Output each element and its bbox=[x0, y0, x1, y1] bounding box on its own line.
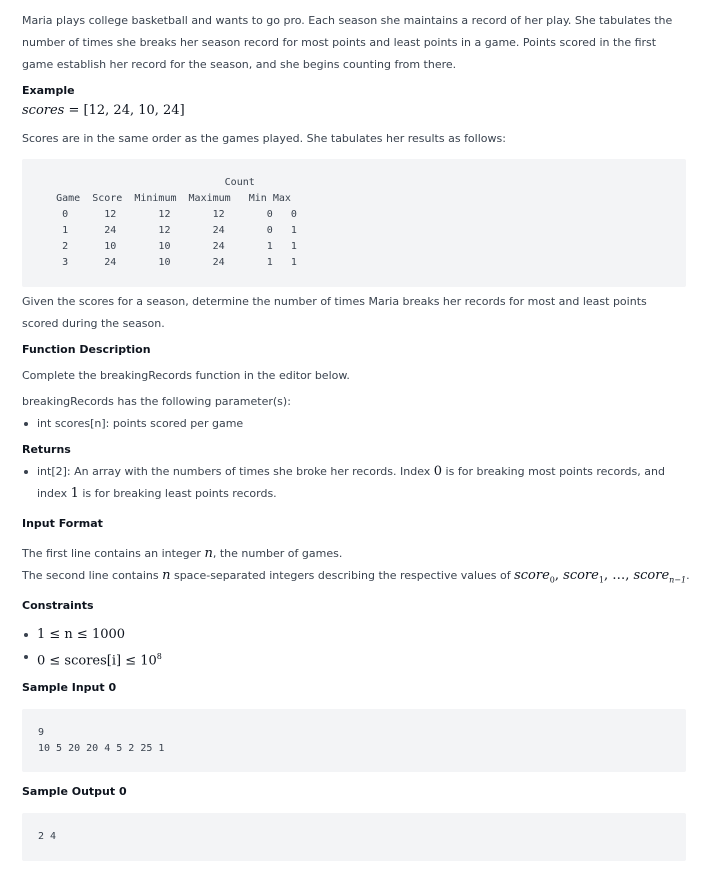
returns-text-a: int[2]: An array with the numbers of times she broke her records. Index bbox=[37, 465, 434, 478]
index-one: 1 bbox=[70, 486, 79, 501]
list-item bbox=[22, 646, 162, 672]
n-variable: n bbox=[162, 568, 171, 583]
separator: , bbox=[625, 568, 634, 583]
equals-sign: = bbox=[68, 103, 80, 118]
separator: , bbox=[554, 568, 564, 583]
table-row: 0 12 12 12 0 0 bbox=[32, 209, 297, 220]
intro-paragraph: Maria plays college basketball and wants to go pro. Each season she maintains a record of her play. She tabulates the number of times she breaks her season record for most points and least points in a game. Points scored in the first game establish her record for the season, and she begins counting from there. bbox=[22, 14, 673, 71]
score-sequence bbox=[514, 568, 686, 583]
results-table-block bbox=[22, 159, 686, 287]
scores-array: [12, 24, 10, 24] bbox=[83, 103, 185, 118]
parameter-list bbox=[22, 413, 243, 435]
exponent: 8 bbox=[156, 652, 162, 661]
returns-text-c: is for breaking least points records. bbox=[78, 487, 277, 500]
scores-variable: scores bbox=[22, 103, 65, 118]
returns-text-b: is for breaking most points records, and index bbox=[37, 465, 665, 500]
constraint-2: 0 ≤ scores[i] ≤ 10 bbox=[37, 653, 157, 669]
subscript: n−1 bbox=[669, 575, 687, 585]
input-line1-a: The first line contains an integer bbox=[22, 547, 205, 560]
separator: , bbox=[603, 568, 613, 583]
table-row: 2 10 10 24 1 1 bbox=[32, 241, 297, 252]
function-description-line1: Complete the breakingRecords function in the editor below. bbox=[22, 369, 350, 382]
returns-list bbox=[22, 461, 686, 505]
input-format-heading: Input Format bbox=[22, 517, 103, 530]
n-variable: n bbox=[204, 546, 213, 561]
table-row: 1 24 12 24 0 1 bbox=[32, 225, 297, 236]
example-equation bbox=[22, 103, 185, 118]
list-item bbox=[22, 461, 686, 505]
ellipsis: … bbox=[612, 568, 626, 583]
input-line2-a: The second line contains bbox=[22, 569, 163, 582]
sample-output-block bbox=[22, 813, 686, 861]
task-paragraph: Given the scores for a season, determine the number of times Maria breaks her records for most and least points scored during the season. bbox=[22, 295, 647, 330]
score-word: score bbox=[633, 568, 670, 583]
score-word: score bbox=[514, 568, 550, 583]
index-zero: 0 bbox=[433, 464, 443, 479]
returns-heading: Returns bbox=[22, 443, 71, 456]
subscript: 0 bbox=[549, 575, 555, 585]
score-word: score bbox=[563, 568, 599, 583]
example-note: Scores are in the same order as the games played. She tabulates her results as follows: bbox=[22, 132, 506, 145]
sample-output-heading: Sample Output 0 bbox=[22, 785, 127, 798]
table-row: 3 24 10 24 1 1 bbox=[32, 257, 297, 268]
table-header-count: Count bbox=[32, 177, 255, 188]
sample-input-block bbox=[22, 709, 686, 772]
input-line2-b: space-separated integers describing the respective values of bbox=[170, 569, 515, 582]
sample-input-line: 10 5 20 20 4 5 2 25 1 bbox=[38, 743, 165, 754]
sample-input-heading: Sample Input 0 bbox=[22, 681, 117, 694]
sample-output-line: 2 4 bbox=[38, 831, 57, 842]
period: . bbox=[686, 569, 690, 582]
function-description-heading: Function Description bbox=[22, 343, 151, 356]
subscript: 1 bbox=[598, 575, 604, 585]
input-format-line1 bbox=[22, 543, 342, 565]
input-line1-b: , the number of games. bbox=[212, 547, 343, 560]
list-item: int scores[n]: points scored per game bbox=[22, 413, 243, 435]
list-item: 1 ≤ n ≤ 1000 bbox=[22, 624, 162, 646]
table-header: Game Score Minimum Maximum Min Max bbox=[32, 193, 291, 204]
sample-input-line: 9 bbox=[38, 727, 45, 738]
input-format-line2 bbox=[22, 565, 690, 592]
example-heading: Example bbox=[22, 84, 75, 97]
function-description-line2: breakingRecords has the following parameter(s): bbox=[22, 395, 291, 408]
constraints-heading: Constraints bbox=[22, 599, 94, 612]
constraints-list bbox=[22, 624, 162, 672]
